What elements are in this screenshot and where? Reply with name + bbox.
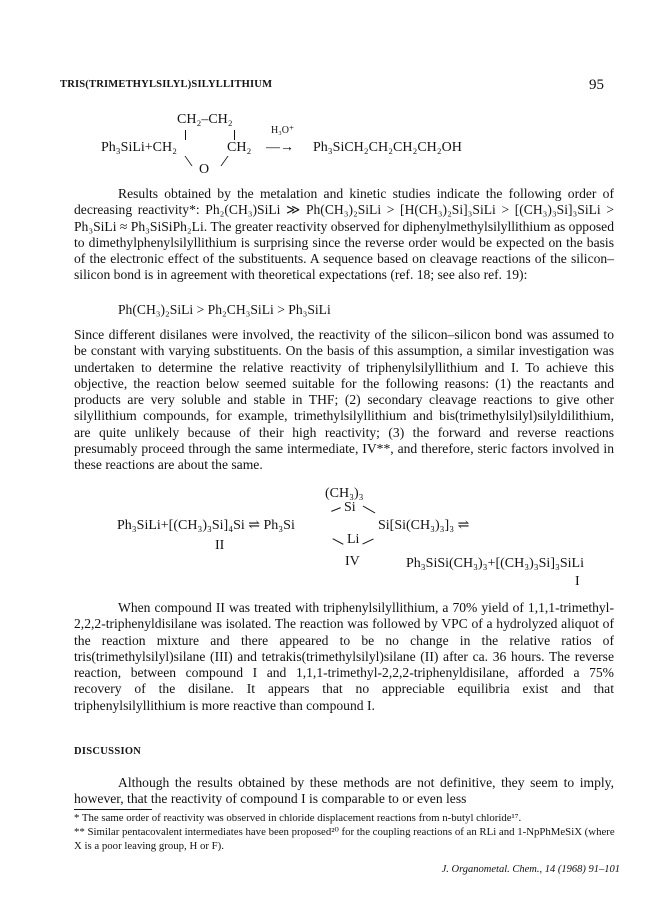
reactant-label: Ph₃SiLi+CH₂ — [101, 140, 178, 155]
bond-lower-left — [332, 538, 343, 545]
footnote-2: ** Similar pentacovalent intermediates have been proposed²⁰ for the coupling reactions of an RLi and 1-NpPhMeSiX (where X is a poor leaving group, H or F). — [74, 826, 615, 852]
reactivity-sequence-equation: Ph(CH₃)₂SiLi > Ph₂CH₃SiLi > Ph₃SiLi — [118, 302, 331, 317]
footnote-rule — [74, 809, 152, 810]
section-heading-discussion: DISCUSSION — [74, 746, 142, 757]
page-number: 95 — [589, 77, 604, 93]
label-iv: IV — [345, 554, 360, 569]
left-side-label: Ph₃SiLi+[(CH₃)₃Si]₄Si ⇌ Ph₃Si — [117, 518, 295, 533]
li-center-label: Li — [347, 532, 360, 547]
ring-bond-left — [185, 130, 186, 140]
right-group-label: Si[Si(CH₃)₃]₃ ⇌ — [378, 518, 470, 533]
top-group-label: (CH₃)₃ — [325, 486, 364, 501]
paragraph-4: Although the results obtained by these methods are not definitive, they seem to imply, however, that the reactivity of compound I is comparable to or even less — [74, 775, 614, 807]
ring-right-label: CH₂ — [227, 140, 252, 155]
reaction-arrow: —→ — [266, 140, 294, 155]
paragraph-1: Results obtained by the metalation and kinetic studies indicate the following order of decreasing reactivity*: Ph₂(CH₃)SiLi ≫ Ph(CH₃)₂SiLi > [H(CH₃)₂Si]₃SiLi > [(CH₃)₃Si]₃SiLi > Ph₃SiLi ≈ Ph₃SiSiPh₂Li. The greater reactivity observed for diphenylmethylsilyllithium as opposed to dimethylphenylsilyllithium is surprising since the reverse order would be expected on the basis of the electronic effect of the substituents. A sequence based on cleavage reactions of the silicon–silicon bond is in agreement with theoretical expectations (ref. 18; see also ref. 19): — [74, 186, 614, 283]
bond-lower-right — [362, 539, 373, 545]
si-center-label: Si — [344, 500, 356, 515]
products-label: Ph₃SiSi(CH₃)₃+[(CH₃)₃Si]₃SiLi — [406, 556, 584, 571]
ring-top-label: CH₂–CH₂ — [177, 112, 233, 127]
journal-citation: J. Organometal. Chem., 14 (1968) 91–101 — [441, 864, 620, 875]
footnote-1: * The same order of reactivity was observed in chloride displacement reactions from n-butyl chloride¹⁷. — [74, 812, 522, 824]
label-ii: II — [215, 538, 225, 553]
paragraph-3: When compound II was treated with triphenylsilyllithium, a 70% yield of 1,1,1-trimethyl-2,2,2-triphenyldisilane was isolated. The reaction was followed by VPC of a hydrolyzed aliquot of the reaction mixture and there appeared to be no change in the relative ratios of tris(trimethylsilyl)silane (III) and tetrakis(trimethylsilyl)silane (II) after ca. 36 hours. The reverse reaction, between compound I and 1,1,1-trimethyl-2,2,2-triphenyldisilane, afforded a 75% recovery of the disilane. It appears that no appreciable equilibria exist and that triphenylsilyllithium is more reactive than compound I. — [74, 600, 614, 713]
ring-oxygen-label: O — [199, 162, 210, 177]
product-label: Ph₃SiCH₂CH₂CH₂CH₂OH — [313, 140, 462, 155]
running-title: TRIS(TRIMETHYLSILYL)SILYLLITHIUM — [60, 79, 273, 90]
label-i: I — [575, 574, 580, 589]
ring-bond-right — [234, 130, 235, 140]
bond-upper-right — [363, 506, 376, 514]
bond-upper-left — [331, 507, 341, 512]
ring-bond-lower-right — [210, 156, 228, 166]
paragraph-2: Since different disilanes were involved, the reactivity of the silicon–silicon bond was assumed to be constant with varying substituents. On the basis of this assumption, a similar investigation was undertaken to determine the relative reactivity of triphenylsilyllithium and I. To achieve this objective, the reaction below seemed suitable for the following reasons: (1) the reactants and products are very soluble and stable in THF; (2) secondary cleavage reactions to give other silyllithium compounds, for example, trimethylsilyllithium and bis(trimethylsilyl)silyldilithium, are quite unlikely because of their high reactivity; (3) the forward and reverse reactions presumably proceed through the same intermediate, IV**, and therefore, steric factors involved in these reactions are about the same. — [74, 327, 614, 473]
reagent-label: H₃O⁺ — [271, 125, 295, 136]
